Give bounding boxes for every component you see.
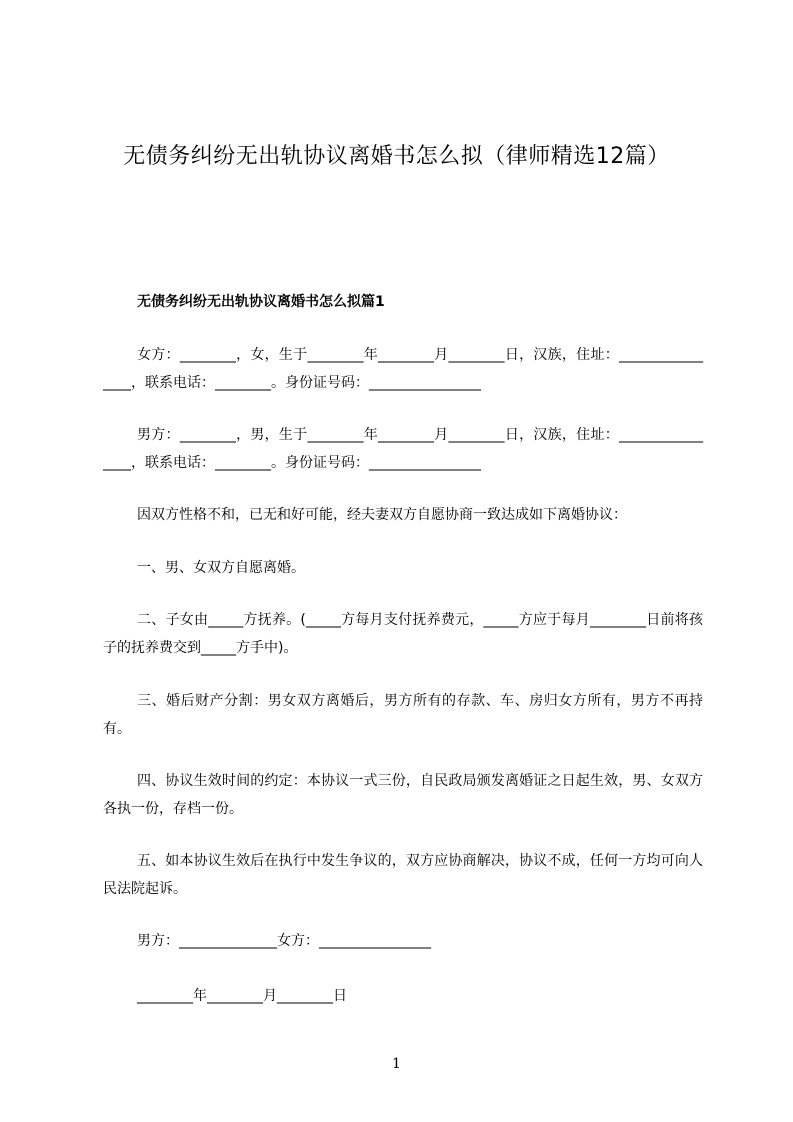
male-party-info: 男方：________，男，生于________年________月________日，汉族，住址：________________，联系电话：________。身份证号码：________________ (103, 427, 703, 471)
signature-line: 男方：______________女方：________________ (137, 933, 431, 949)
clause-2: 二、子女由_____方抚养。(_____方每月支付抚养费元，_____方应于每月________日前将孩子的抚养费交到_____方手中)。 (103, 612, 703, 656)
document-title: 无债务纠纷无出轨协议离婚书怎么拟（律师精选12篇） (123, 144, 670, 169)
clause-5: 五、如本协议生效后在执行中发生争议的，双方应协商解决，协议不成，任何一方均可向人民法院起诉。 (103, 853, 703, 897)
clause-4: 四、协议生效时间的约定：本协议一式三份，自民政局颁发离婚证之日起生效，男、女双方各执一份，存档一份。 (103, 773, 703, 817)
date-line: ________年________月________日 (137, 988, 347, 1004)
agreement-preamble: 因双方性格不和，已无和好可能，经夫妻双方自愿协商一致达成如下离婚协议： (137, 507, 627, 523)
female-party-info: 女方：________，女，生于________年________月________日，汉族，住址：________________，联系电话：________。身份证号码：________________ (103, 347, 703, 391)
clause-3: 三、婚后财产分割：男女双方离婚后，男方所有的存款、车、房归女方所有，男方不再持有。 (103, 693, 703, 737)
section-heading: 无债务纠纷无出轨协议离婚书怎么拟篇1 (137, 294, 385, 310)
clause-1: 一、男、女双方自愿离婚。 (137, 560, 305, 576)
page-number: 1 (392, 1056, 401, 1072)
